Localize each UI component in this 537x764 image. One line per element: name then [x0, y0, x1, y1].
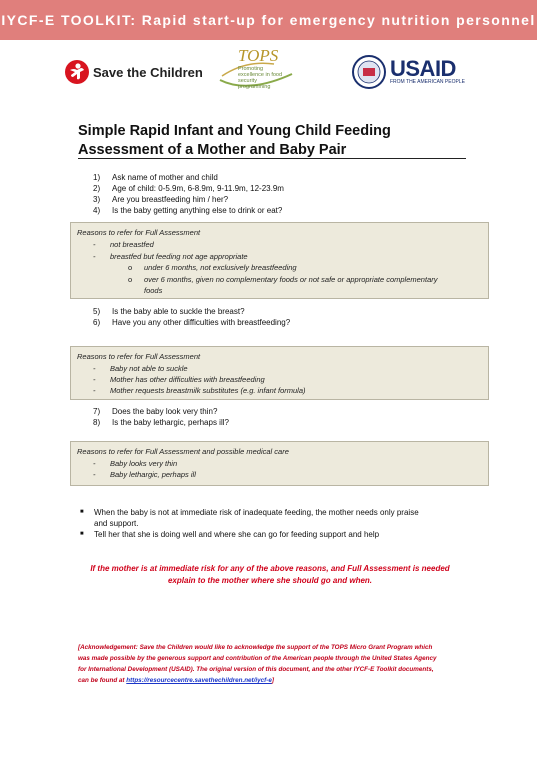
referral-box-heading: Reasons to refer for Full Assessment — [77, 352, 201, 361]
referral-subitem: o over 6 months, given no complementary foods or not safe or appropriate complementary — [128, 275, 438, 284]
usaid-subtitle: FROM THE AMERICAN PEOPLE — [390, 79, 465, 85]
referral-box-2 — [70, 346, 489, 400]
advice-bullet-1: ■ When the baby is not at immediate risk of inadequate feeding, the mother needs only praise and support. — [80, 508, 419, 528]
referral-box-heading: Reasons to refer for Full Assessment and possible medical care — [77, 447, 289, 456]
tops-wordmark: TOPS — [238, 46, 279, 65]
referral-box-3 — [70, 441, 489, 486]
resource-centre-link[interactable]: https://resourcecentre.savethechildren.net/iycf-e — [126, 677, 272, 684]
question-8 — [93, 418, 229, 427]
usaid-seal-icon — [352, 55, 386, 89]
question-1 — [93, 173, 218, 182]
tops-logo — [218, 46, 283, 92]
question-number: 3) — [93, 195, 101, 204]
referral-item: - Mother has other difficulties with breastfeeding — [93, 375, 265, 384]
question-7 — [93, 407, 217, 416]
title-underline — [78, 158, 466, 159]
question-text: Age of child: 0-5.9m, 6-8.9m, 9-11.9m, 12-23.9m — [112, 184, 284, 193]
question-number: 5) — [93, 307, 101, 316]
save-the-children-emblem-icon — [65, 60, 89, 84]
question-text: Does the baby look very thin? — [112, 407, 218, 416]
square-bullet-icon: ■ — [80, 509, 84, 515]
save-the-children-logo — [65, 52, 203, 92]
referral-item: - Baby not able to suckle — [93, 364, 188, 373]
usaid-wordmark: USAID — [390, 56, 456, 81]
question-4 — [93, 206, 282, 215]
logo-strip — [0, 46, 537, 92]
referral-box-heading: Reasons to refer for Full Assessment — [77, 228, 201, 237]
question-text: Ask name of mother and child — [112, 173, 218, 182]
question-text: Is the baby getting anything else to drink or eat? — [112, 206, 283, 215]
acknowledgement: [Acknowledgement: Save the Children would like to acknowledge the support of the TOPS Micro Grant Program which was made possible by the generous support and contribution of the American people through the United States Agency for International Development (USAID). The original version of this document, and the other IYCF-E Toolkit documents, can be found at https://resourcecentre.savethechildren.net/iycf-e] — [78, 644, 437, 684]
referral-item: - breastfed but feeding not age appropriate — [93, 252, 248, 261]
save-the-children-wordmark: Save the Children — [93, 64, 203, 80]
question-number: 6) — [93, 318, 101, 327]
square-bullet-icon: ■ — [80, 531, 84, 537]
page-title — [78, 122, 466, 160]
usaid-logo — [352, 52, 465, 92]
advice-bullet-2: ■ Tell her that she is doing well and where she can go for feeding support and help — [80, 530, 380, 539]
question-6 — [93, 318, 290, 327]
question-text: Is the baby lethargic, perhaps ill? — [112, 418, 229, 427]
question-number: 7) — [93, 407, 101, 416]
referral-item: - Baby looks very thin — [93, 459, 178, 468]
question-number: 1) — [93, 173, 101, 182]
question-number: 8) — [93, 418, 101, 427]
question-text: Are you breastfeeding him / her? — [112, 195, 229, 204]
tops-tagline: Promoting excellence in food security programming — [238, 66, 283, 90]
question-5 — [93, 307, 245, 316]
page-title-line-2: Assessment of a Mother and Baby Pair — [78, 142, 347, 158]
referral-subitem: o under 6 months, not exclusively breastfeeding — [128, 263, 297, 272]
question-number: 2) — [93, 184, 101, 193]
page-title-line-1: Simple Rapid Infant and Young Child Feeding — [78, 123, 391, 139]
referral-subitem-continued: foods — [144, 286, 163, 295]
toolkit-banner: IYCF-E TOOLKIT: Rapid start-up for emergency nutrition personnel — [0, 0, 537, 40]
question-3 — [93, 195, 228, 204]
referral-item: - Mother requests breastmilk substitutes (e.g. infant formula) — [93, 386, 306, 395]
referral-warning: If the mother is at immediate risk for any of the above reasons, and Full Assessment is needed explain to the mother where she should go and when. — [90, 564, 450, 585]
referral-item: - not breastfed — [93, 240, 154, 249]
question-2 — [93, 184, 284, 193]
question-text: Have you any other difficulties with breastfeeding? — [112, 318, 291, 327]
question-text: Is the baby able to suckle the breast? — [112, 307, 245, 316]
referral-item: - Baby lethargic, perhaps ill — [93, 470, 196, 479]
referral-box-1 — [70, 222, 489, 299]
question-number: 4) — [93, 206, 101, 215]
